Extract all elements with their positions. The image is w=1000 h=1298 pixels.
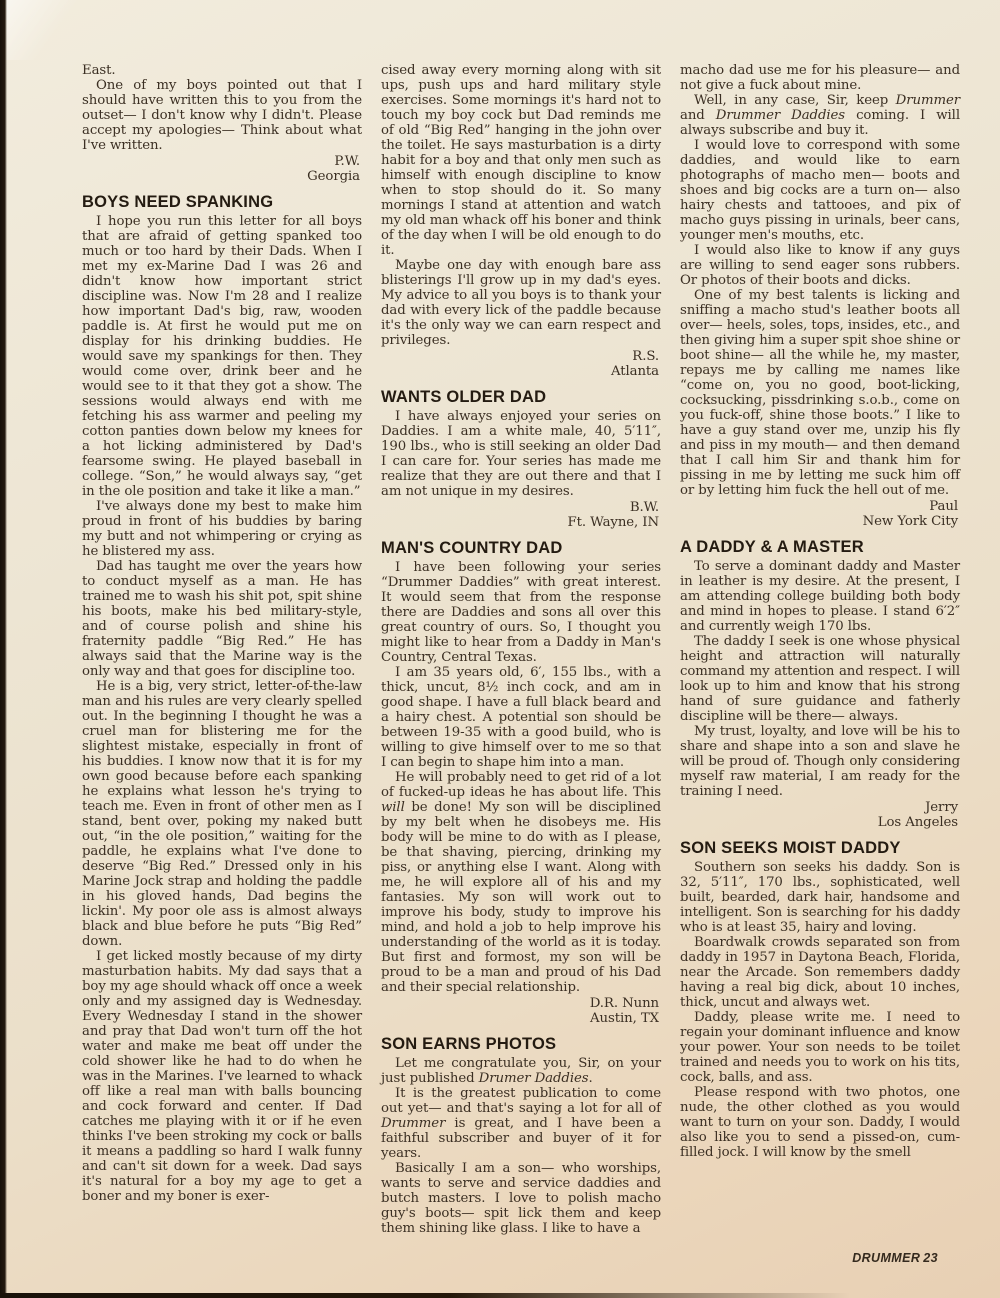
letter-paragraph: One of my best talents is licking and sniffing a macho stud's leather boots all over— heels, soles, tops, insides, etc., and then giving him a super spit shoe shine or boot shine— all the while he, my master, repays me by calling me names like “come on, you no good, boot-licking, cocksucking, pissdrinking s.o.b., come on you fuck-off, shine those boots.” I like to have a guy stand over me, unzip his fly and piss in my mouth— and then demand that I call him Sir and thank him for pissing in me by letting me suck him off or by letting him fuck the hell out of me. <box>680 288 960 498</box>
letter-paragraph: He is a big, very strict, letter-of-the-law man and his rules are very clearly spelled out. In the beginning I thought he was a cruel man for blistering me for the slightest mistake, especially in front of his buddies. I know now that it is for my own good because before each spanking he explains what lesson he's trying to teach me. Even in front of other men as I stand, bent over, poking my naked butt out, “in the ole position,” waiting for the paddle, he explains what I've done to deserve “Big Red.” Dressed only in his Marine Jock strap and holding the paddle in his gloved hands, Dad begins the lickin'. My poor ole ass is almost always black and blue before he puts “Big Red” down. <box>82 679 362 949</box>
scan-glare <box>6 0 96 60</box>
letter-heading: WANTS OLDER DAD <box>381 388 547 406</box>
letter-paragraph: I have always enjoyed your series on Daddies. I am a white male, 40, 5′11″, 190 lbs., who is still seeking an older Dad I can care for. Your series has made me realize that they are out there and that I am not unique in my desires. <box>381 409 661 499</box>
page-footer <box>852 1251 938 1265</box>
column-1 <box>82 63 362 1236</box>
signature-line: New York City <box>862 514 958 529</box>
letter-paragraph: Daddy, please write me. I need to regain your dominant influence and know your power. Your son needs to be toilet trained and needs you to work on his tits, cock, balls, and ass. <box>680 1010 960 1085</box>
letter-paragraph: East. <box>82 63 116 78</box>
column-2 <box>381 63 661 1236</box>
signature-line: R.S. <box>632 349 659 364</box>
letter-signature <box>381 996 661 1026</box>
letter-signature <box>680 800 960 830</box>
letter-paragraph: cised away every morning along with sit ups, push ups and hard military style exercises. Some mornings it's hard not to touch my boy cock but Dad reminds me of old “Big Red” hanging in the john over the toilet. He says masturbation is a dirty habit for a boy and that only men such as himself with enough discipline to know when to stop should do it. So many mornings I stand at attention and watch my old man whack off his boner and think of the day when I will be old enough to do it. <box>381 63 661 258</box>
column-3 <box>680 63 960 1236</box>
letter-heading: BOYS NEED SPANKING <box>82 193 274 211</box>
letter-paragraph: I am 35 years old, 6′, 155 lbs., with a thick, uncut, 8½ inch cock, and am in good shape. I have a full black beard and a hairy chest. A potential son should be between 19-35 with a good build, who is willing to give himself over to me so that I can begin to shape him into a man. <box>381 665 661 770</box>
letter-paragraph: It is the greatest publication to come out yet— and that's saying a lot for all of Drummer is great, and I have been a faithful subscriber and buyer of it for years. <box>381 1086 661 1161</box>
signature-line: Georgia <box>307 169 360 184</box>
letter-paragraph: Please respond with two photos, one nude, the other clothed as you would want to turn on your son. Daddy, I would also like you to send a pissed-on, cum-filled jock. I will know by the smell <box>680 1085 960 1160</box>
letter-paragraph: Well, in any case, Sir, keep Drummer and Drummer Daddies coming. I will always subscribe and buy it. <box>680 93 960 138</box>
letter-paragraph: He will probably need to get rid of a lot of fucked-up ideas he has about life. This will be done! My son will be disciplined by my belt when he disobeys me. His body will be mine to do with as I please, be that shaving, piercing, drinking my piss, or anything else I want. Along with me, he will explore all of his and my fantasies. My son will work out to improve his body, study to improve his mind, and hold a job to help improve his understanding of the world as it is today. But first and formost, my son will be proud to be a man and proud of his Dad and their special relationship. <box>381 770 661 995</box>
letter-heading: SON SEEKS MOIST DADDY <box>680 839 901 857</box>
letter-paragraph: macho dad use me for his pleasure— and not give a fuck about mine. <box>680 63 960 93</box>
letter-paragraph: I've always done my best to make him proud in front of his buddies by baring my butt and not whimpering or crying as he blistered my ass. <box>82 499 362 559</box>
letter-signature <box>381 349 661 379</box>
letter-paragraph: Let me congratulate you, Sir, on your just published Drumer Daddies. <box>381 1056 661 1086</box>
letter-signature <box>381 500 661 530</box>
letter-paragraph: Basically I am a son— who worships, wants to serve and service daddies and butch masters. I love to polish macho guy's boots— spit lick them and keep them shining like glass. I like to have a <box>381 1161 661 1236</box>
letter-paragraph: Southern son seeks his daddy. Son is 32, 5′11″, 170 lbs., sophisticated, well built, bearded, dark hair, handsome and intelligent. Son is searching for his daddy who is at least 35, hairy and loving. <box>680 860 960 935</box>
letter-signature <box>82 154 362 184</box>
page-number: 23 <box>923 1251 938 1265</box>
letter-paragraph: Boardwalk crowds separated son from daddy in 1957 in Daytona Beach, Florida, near the Arcade. Son remembers daddy having a real big dick, about 10 inches, thick, uncut and always wet. <box>680 935 960 1010</box>
scan-edge-bottom <box>0 1293 1000 1298</box>
signature-line: Jerry <box>925 800 958 815</box>
letter-heading: SON EARNS PHOTOS <box>381 1035 557 1053</box>
letter-heading: MAN'S COUNTRY DAD <box>381 539 563 557</box>
letter-paragraph: Maybe one day with enough bare ass blisterings I'll grow up in my dad's eyes. My advice to all you boys is to thank your dad with every lick of the paddle because it's the only way we can earn respect and privileges. <box>381 258 661 348</box>
letter-paragraph: I would love to correspond with some daddies, and would like to earn photographs of macho men— boots and shoes and big cocks are a turn on— also hairy chests and tattooes, and pix of macho guys pissing in urinals, beer cans, younger men's mouths, etc. <box>680 138 960 243</box>
letter-paragraph: I would also like to know if any guys are willing to send eager sons rubbers. Or photos of their boots and dicks. <box>680 243 960 288</box>
signature-line: Austin, TX <box>590 1011 659 1026</box>
letter-paragraph: I get licked mostly because of my dirty masturbation habits. My dad says that a boy my age should whack off once a week only and my assigned day is Wednesday. Every Wednesday I stand in the shower and pray that Dad won't turn off the hot water and make me beat off under the cold shower like he had to do when he was in the Marines. I've learned to whack off like a real man with balls bouncing and cock forward and center. If Dad catches me playing with it or if he even thinks I've been stroking my cock or balls it means a paddling so hard I walk funny and can't sit down for a week. Dad says it's natural for a boy my age to get a boner and my boner is exer- <box>82 949 362 1204</box>
signature-line: Paul <box>929 499 958 514</box>
signature-line: D.R. Nunn <box>589 996 659 1011</box>
magazine-name: DRUMMER <box>852 1251 921 1265</box>
letter-paragraph: The daddy I seek is one whose physical height and attraction will naturally command my attention and respect. I will look up to him and know that his strong hand of sure guidance and fatherly discipline will be there— always. <box>680 634 960 724</box>
letters-columns <box>82 63 960 1236</box>
letter-paragraph: My trust, loyalty, and love will be his to share and shape into a son and slave he will be proud of. Though only considering myself raw material, I am ready for the training I need. <box>680 724 960 799</box>
letter-paragraph: Dad has taught me over the years how to conduct myself as a man. He has trained me to wash his shit pot, spit shine his boots, make his bed military-style, and of course polish and shine his fraternity paddle “Big Red.” He has always said that the Marine way is the only way and that goes for discipline too. <box>82 559 362 679</box>
signature-line: Ft. Wayne, IN <box>567 515 659 530</box>
letter-paragraph: I hope you run this letter for all boys that are afraid of getting spanked too much or too hard by their Dads. When I met my ex-Marine Dad I was 26 and didn't know how important strict discipline was. Now I'm 28 and I realize how important Dad's big, raw, wooden paddle is. At first he would put me on display for his drinking buddies. He would save my spankings for then. They would come over, drink beer and he would see to it that they got a show. The sessions would always end with me fetching his ass warmer and peeling my cotton panties down below my knees for a hot licking administered by Dad's fearsome swing. He played baseball in college. “Son,” he would always say, “get in the ole position and take it like a man.” <box>82 214 362 499</box>
signature-line: P.W. <box>334 154 360 169</box>
signature-line: Atlanta <box>610 364 659 379</box>
letter-heading: A DADDY & A MASTER <box>680 538 864 556</box>
scan-edge-left <box>0 0 7 1298</box>
letter-paragraph: I have been following your series “Drummer Daddies” with great interest. It would seem that from the response there are Daddies and sons all over this great country of ours. So, I thought you might like to hear from a Daddy in Man's Country, Central Texas. <box>381 560 661 665</box>
signature-line: Los Angeles <box>877 815 958 830</box>
letter-signature <box>680 499 960 529</box>
signature-line: B.W. <box>629 500 659 515</box>
letter-paragraph: To serve a dominant daddy and Master in leather is my desire. At the present, I am attending college building both body and mind in hopes to please. I stand 6′2″ and currently weigh 170 lbs. <box>680 559 960 634</box>
letter-paragraph: One of my boys pointed out that I should have written this to you from the outset— I don't know why I didn't. Please accept my apologies— Think about what I've written. <box>82 78 362 153</box>
